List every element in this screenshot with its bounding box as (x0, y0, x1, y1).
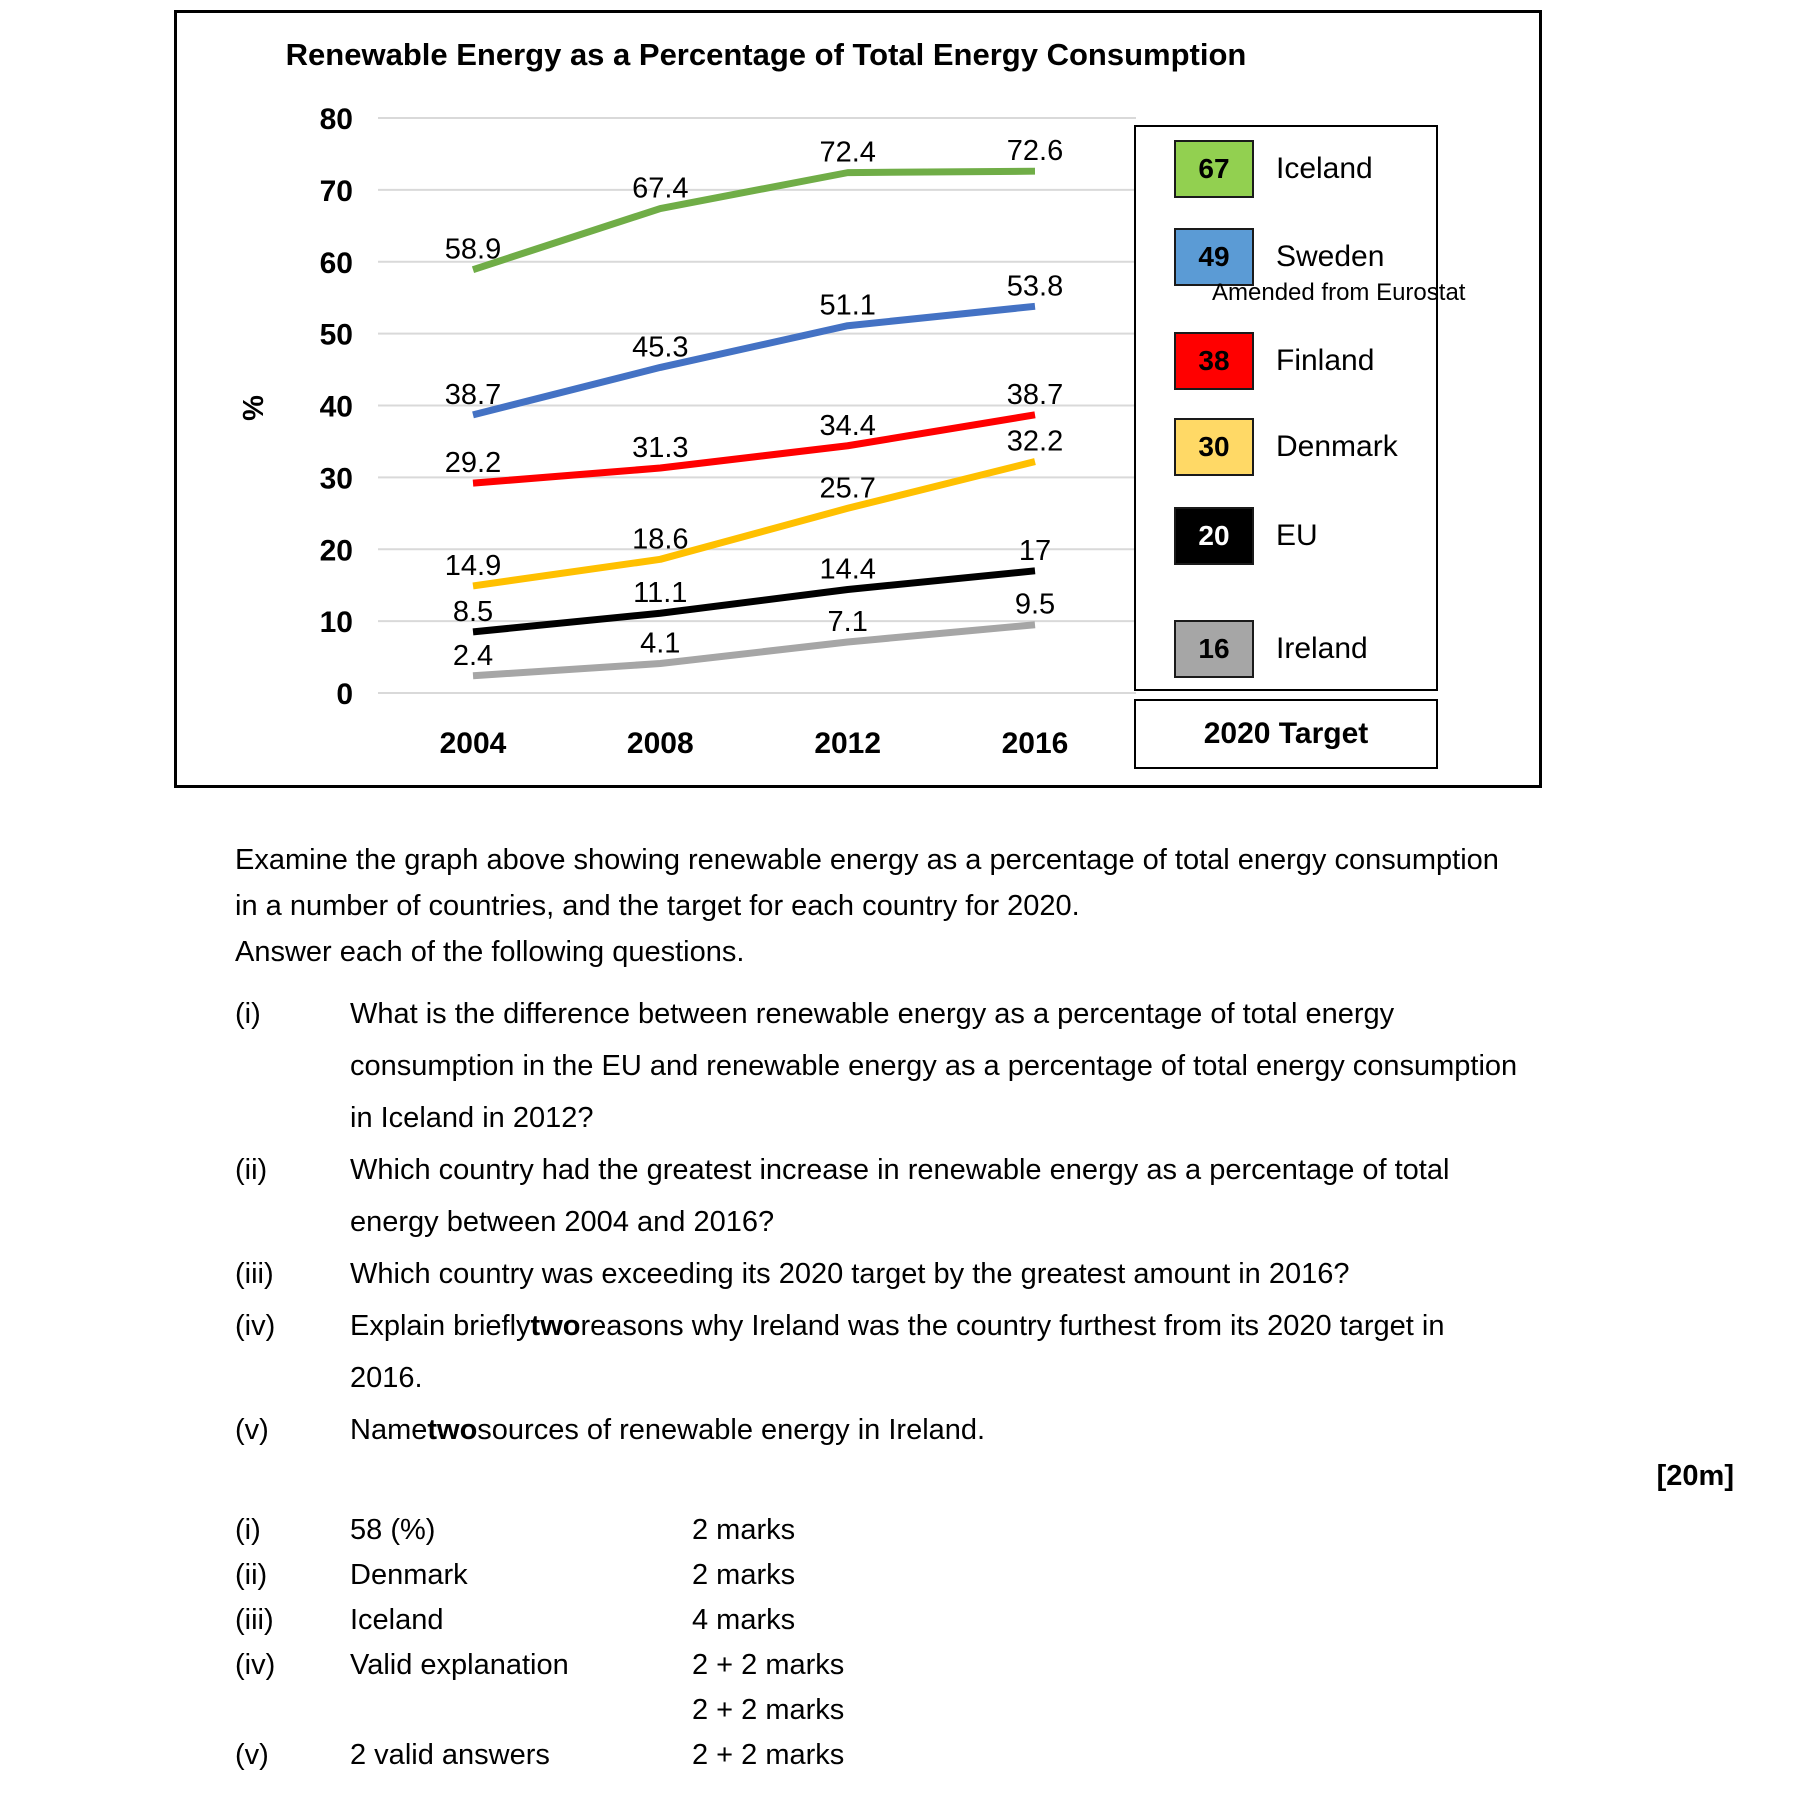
data-label: 14.4 (819, 553, 876, 586)
marking-marks: 2 + 2 marks (692, 1739, 845, 1771)
data-label: 7.1 (827, 605, 868, 638)
data-label: 38.7 (1006, 378, 1064, 411)
question-text: consumption in the EU and renewable energy as a percentage of total energy consumption (350, 1050, 1518, 1082)
marking-marks: 2 marks (692, 1559, 796, 1591)
target-value: 49 (1198, 241, 1230, 272)
question-number: (iv) (235, 1310, 276, 1342)
marking-marks: 2 + 2 marks (692, 1694, 845, 1726)
legend-country-label: Denmark (1276, 430, 1398, 463)
question-row (235, 998, 1517, 1050)
marking-answer: Denmark (350, 1559, 468, 1591)
marking-marks: 2 marks (692, 1514, 796, 1546)
question-row (235, 1102, 1517, 1154)
legend-country-label: EU (1276, 519, 1318, 552)
intro-paragraph (235, 844, 1499, 982)
legend-entry-iceland (1136, 140, 1436, 198)
question-number (235, 1050, 350, 1102)
series-line-sweden (473, 306, 1035, 415)
data-label: 31.3 (632, 432, 689, 465)
legend-entry-eu (1136, 507, 1436, 565)
data-label: 17 (1018, 534, 1052, 567)
data-label: 53.8 (1006, 270, 1064, 303)
chart-title: Renewable Energy as a Percentage of Total Energy Consumption (285, 37, 1247, 72)
marking-marks: 4 marks (692, 1604, 796, 1636)
y-axis-tick-label: 20 (319, 534, 353, 568)
question-row (235, 1310, 1517, 1362)
question-number: (v) (235, 1414, 269, 1446)
question-text: 2016. (350, 1362, 423, 1394)
question-number (235, 1206, 350, 1258)
legend-entry-ireland (1136, 620, 1436, 678)
y-axis-tick-label: 10 (319, 606, 353, 640)
question-text-bold: two (530, 1310, 581, 1342)
legend-country-label: Iceland (1276, 152, 1373, 185)
marking-question-number: (v) (235, 1739, 269, 1771)
data-label: 2.4 (452, 639, 494, 672)
legend-country-label: Finland (1276, 344, 1375, 377)
data-label: 67.4 (632, 172, 689, 205)
marking-scheme (235, 1514, 844, 1784)
y-axis-tick-label: 40 (319, 390, 353, 424)
y-axis-tick-label: 70 (319, 174, 353, 208)
series-line-iceland (473, 171, 1035, 269)
target-value: 67 (1198, 153, 1230, 184)
question-text-bold: two (427, 1414, 478, 1446)
marking-row (235, 1559, 844, 1604)
legend-target-box (1134, 699, 1438, 769)
question-row (235, 1154, 1517, 1206)
questions-list (235, 998, 1517, 1466)
target-value: 16 (1198, 633, 1230, 664)
data-label: 38.7 (444, 378, 502, 411)
legend-swatch (1174, 507, 1254, 565)
legend-entry-finland (1136, 332, 1436, 390)
marking-question-number (235, 1694, 350, 1739)
data-label: 8.5 (452, 595, 494, 628)
marking-row (235, 1739, 844, 1784)
target-value: 20 (1198, 520, 1230, 551)
series-line-eu (473, 571, 1035, 632)
y-axis-tick-label: 80 (319, 103, 353, 136)
target-value: 30 (1198, 431, 1230, 462)
question-number: (iii) (235, 1258, 274, 1290)
question-text: Which country was exceeding its 2020 target by the greatest amount in 2016? (350, 1258, 1350, 1290)
series-line-denmark (473, 462, 1035, 586)
marking-answer: 2 valid answers (350, 1739, 550, 1771)
data-label: 11.1 (633, 577, 688, 610)
marking-answer: Valid explanation (350, 1649, 569, 1681)
legend-target-title: 2020 Target (1203, 717, 1369, 750)
question-number: (i) (235, 998, 261, 1030)
data-label: 32.2 (1006, 425, 1064, 458)
y-axis-tick-label: 60 (319, 246, 353, 280)
data-label: 72.4 (819, 136, 876, 169)
question-text: in Iceland in 2012? (350, 1102, 594, 1134)
data-label: 14.9 (444, 549, 502, 582)
data-label: 25.7 (819, 472, 876, 505)
data-label: 34.4 (819, 409, 876, 442)
chart-container (174, 10, 1542, 788)
data-label: 18.6 (632, 523, 689, 556)
y-axis-tick-label: 30 (319, 462, 353, 496)
question-row (235, 1258, 1517, 1310)
legend-swatch (1174, 620, 1254, 678)
legend-swatch (1174, 228, 1254, 286)
marking-question-number: (iv) (235, 1649, 276, 1681)
data-label: 58.9 (444, 233, 502, 266)
total-marks: [20m] (1656, 1460, 1734, 1492)
question-text: energy between 2004 and 2016? (350, 1206, 775, 1238)
intro-line: in a number of countries, and the target for each country for 2020. (235, 890, 1080, 922)
question-row (235, 1206, 1517, 1258)
legend-swatch (1174, 140, 1254, 198)
question-text: Name (350, 1414, 428, 1446)
x-axis-tick-label: 2012 (814, 727, 882, 760)
series-line-finland (473, 415, 1035, 483)
legend-swatch (1174, 418, 1254, 476)
marking-row (235, 1514, 844, 1559)
marking-question-number: (i) (235, 1514, 261, 1546)
marking-answer (350, 1694, 692, 1739)
marking-answer: Iceland (350, 1604, 444, 1636)
marking-row (235, 1694, 844, 1739)
marking-answer: 58 (%) (350, 1514, 436, 1546)
y-axis-tick-label: 50 (319, 318, 353, 352)
source-note: Amended from Eurostat (1212, 279, 1466, 306)
data-label: 51.1 (819, 289, 876, 322)
legend-entry-denmark (1136, 418, 1436, 476)
y-axis-title: % (238, 395, 270, 421)
x-axis-tick-label: 2016 (1001, 727, 1069, 760)
line-chart-plot (177, 13, 1139, 787)
question-number (235, 1362, 350, 1414)
data-label: 29.2 (444, 447, 502, 480)
question-text: reasons why Ireland was the country furthest from its 2020 target in (580, 1310, 1445, 1342)
question-row (235, 1050, 1517, 1102)
series-line-ireland (473, 625, 1035, 676)
intro-line: Answer each of the following questions. (235, 936, 745, 968)
data-label: 9.5 (1014, 588, 1056, 621)
marking-question-number: (ii) (235, 1559, 268, 1591)
question-row (235, 1414, 1517, 1466)
y-axis-tick-label: 0 (336, 678, 353, 711)
question-number (235, 1102, 350, 1154)
marking-question-number: (iii) (235, 1604, 274, 1636)
question-row (235, 1362, 1517, 1414)
question-text: Explain briefly (350, 1310, 531, 1342)
question-text: Which country had the greatest increase in renewable energy as a percentage of total (350, 1154, 1450, 1186)
legend-country-label: Ireland (1276, 632, 1368, 665)
data-label: 45.3 (632, 331, 689, 364)
x-axis-tick-label: 2008 (626, 727, 694, 760)
legend-swatch (1174, 332, 1254, 390)
x-axis-tick-label: 2004 (439, 727, 507, 760)
question-text: What is the difference between renewable energy as a percentage of total energy (350, 998, 1395, 1030)
data-label: 4.1 (640, 627, 681, 660)
marking-marks: 2 + 2 marks (692, 1649, 845, 1681)
data-label: 72.6 (1006, 135, 1064, 168)
intro-line: Examine the graph above showing renewable energy as a percentage of total energy consumption (235, 844, 1499, 876)
question-number: (ii) (235, 1154, 268, 1186)
legend-country-label: Sweden (1276, 240, 1385, 273)
legend-entry-sweden (1136, 228, 1436, 286)
chart-legend (1134, 125, 1438, 691)
question-text: sources of renewable energy in Ireland. (477, 1414, 986, 1446)
marking-row (235, 1649, 844, 1694)
marking-row (235, 1604, 844, 1649)
target-value: 38 (1198, 345, 1230, 376)
